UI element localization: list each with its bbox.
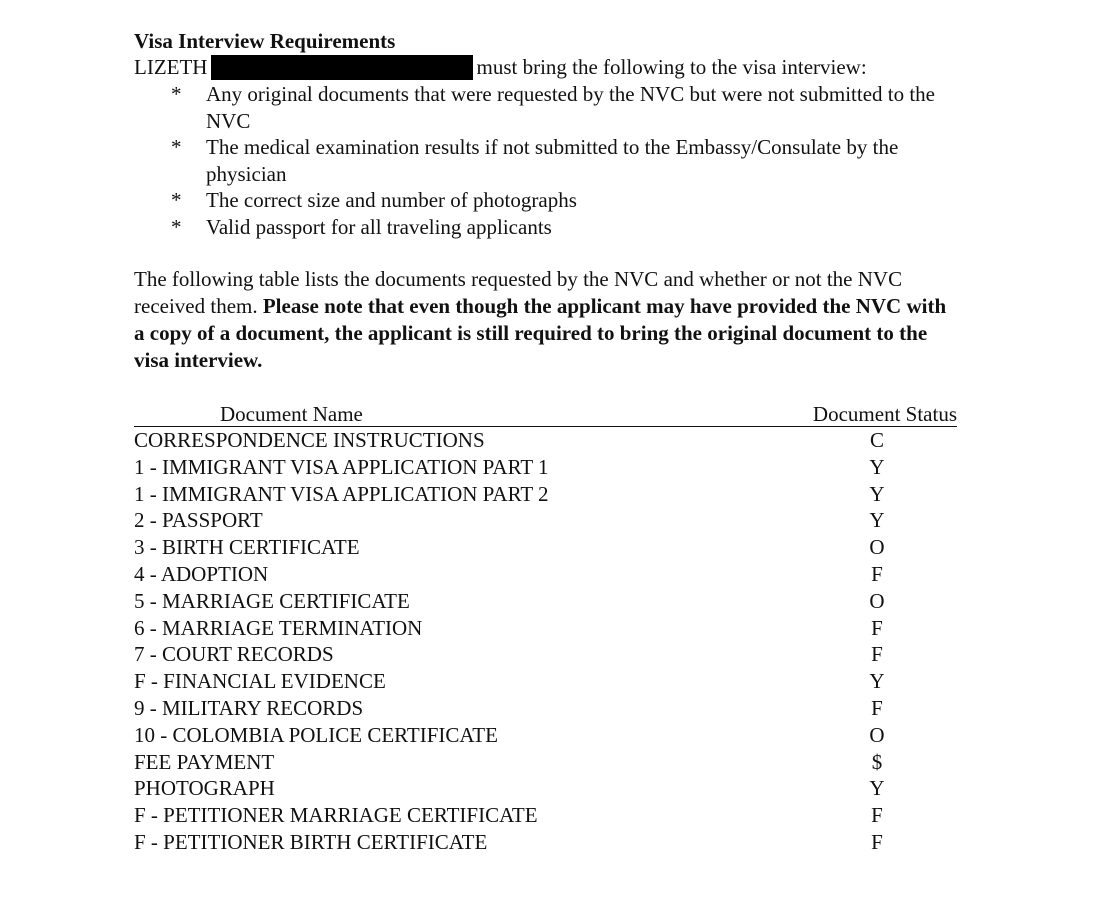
document-name-cell: 9 - MILITARY RECORDS bbox=[134, 695, 364, 720]
requirement-item bbox=[134, 214, 966, 241]
document-status-cell bbox=[797, 641, 957, 668]
document-name-cell: 3 - BIRTH CERTIFICATE bbox=[134, 535, 360, 560]
table-header-row bbox=[134, 402, 957, 427]
document-name-cell: 6 - MARRIAGE TERMINATION bbox=[134, 615, 423, 640]
document-status-value: F bbox=[871, 695, 883, 720]
document-status-value: Y bbox=[869, 669, 885, 694]
document-status-cell bbox=[797, 615, 957, 642]
document-name-cell: 2 - PASSPORT bbox=[134, 508, 263, 533]
document-status-value: O bbox=[869, 722, 885, 747]
requirement-item bbox=[134, 187, 966, 214]
document-status-cell bbox=[797, 561, 957, 588]
table-row bbox=[134, 722, 957, 749]
document-status-cell bbox=[797, 775, 957, 802]
document-status-value: F bbox=[871, 829, 883, 854]
document-status-value: F bbox=[871, 561, 883, 586]
document-status-cell bbox=[797, 507, 957, 534]
document-title: Visa Interview Requirements bbox=[134, 29, 396, 53]
bullet-marker: * bbox=[171, 135, 182, 159]
intro-text: The following table lists the documents requested by the NVC and whether or not the NVC received them. bbox=[134, 267, 903, 318]
table-row bbox=[134, 695, 957, 722]
document-status-cell bbox=[797, 481, 957, 508]
document-name-cell: F - PETITIONER BIRTH CERTIFICATE bbox=[134, 829, 488, 854]
document-status-value: $ bbox=[871, 749, 883, 774]
intro-paragraph bbox=[134, 266, 954, 374]
table-row bbox=[134, 507, 957, 534]
document-status-cell bbox=[797, 829, 957, 856]
requirement-text: Any original documents that were requested by the NVC but were not submitted to the NVC bbox=[206, 82, 936, 133]
document-name-cell: F - FINANCIAL EVIDENCE bbox=[134, 669, 386, 694]
requirement-text: Valid passport for all traveling applicants bbox=[206, 214, 552, 239]
table-row bbox=[134, 481, 957, 508]
document-name-cell: 7 - COURT RECORDS bbox=[134, 642, 334, 667]
applicant-first-name: LIZETH bbox=[134, 55, 208, 79]
requirement-text: The correct size and number of photographs bbox=[206, 188, 577, 212]
requirements-list bbox=[134, 81, 974, 240]
document-name-cell: PHOTOGRAPH bbox=[134, 776, 275, 801]
bullet-marker: * bbox=[171, 82, 182, 106]
table-body bbox=[134, 427, 957, 856]
requirement-item bbox=[134, 134, 966, 187]
document-name-cell: CORRESPONDENCE INSTRUCTIONS bbox=[134, 428, 485, 452]
document-page bbox=[134, 28, 974, 856]
intro-note: Please note that even though the applicant may have provided the NVC with a copy of a document, the applicant is still required to bring the original document to the visa interview. bbox=[134, 294, 947, 372]
applicant-line bbox=[134, 54, 974, 81]
table-row bbox=[134, 561, 957, 588]
table-row bbox=[134, 588, 957, 615]
bullet-marker: * bbox=[171, 188, 182, 212]
document-name-cell: F - PETITIONER MARRIAGE CERTIFICATE bbox=[134, 803, 538, 828]
document-status-value: O bbox=[869, 588, 885, 613]
table-row bbox=[134, 427, 957, 454]
redacted-name-block bbox=[211, 55, 473, 80]
document-status-value: Y bbox=[869, 776, 885, 801]
document-status-cell bbox=[797, 668, 957, 695]
header-document-status: Document Status bbox=[797, 402, 957, 427]
document-status-cell bbox=[797, 427, 957, 454]
table-row bbox=[134, 749, 957, 776]
documents-table bbox=[134, 402, 957, 856]
document-status-cell bbox=[797, 534, 957, 561]
document-name-cell: 4 - ADOPTION bbox=[134, 561, 269, 586]
table-row bbox=[134, 534, 957, 561]
document-status-value: F bbox=[871, 803, 883, 828]
bullet-marker: * bbox=[171, 214, 182, 239]
table-row bbox=[134, 454, 957, 481]
header-document-name: Document Name bbox=[134, 402, 797, 427]
document-status-cell bbox=[797, 695, 957, 722]
document-name-cell: 1 - IMMIGRANT VISA APPLICATION PART 1 bbox=[134, 454, 549, 479]
document-status-cell bbox=[797, 802, 957, 829]
document-name-cell: 5 - MARRIAGE CERTIFICATE bbox=[134, 588, 410, 613]
document-status-value: F bbox=[871, 642, 883, 667]
table-row bbox=[134, 802, 957, 829]
table-row bbox=[134, 668, 957, 695]
document-name-cell: 1 - IMMIGRANT VISA APPLICATION PART 2 bbox=[134, 481, 549, 506]
requirement-item bbox=[134, 81, 966, 134]
table-row bbox=[134, 829, 957, 856]
document-status-cell bbox=[797, 722, 957, 749]
table-row bbox=[134, 641, 957, 668]
document-status-cell bbox=[797, 749, 957, 776]
document-status-value: C bbox=[869, 428, 884, 452]
document-status-value: O bbox=[869, 535, 885, 560]
document-status-value: Y bbox=[869, 454, 885, 479]
table-row bbox=[134, 615, 957, 642]
document-status-value: Y bbox=[869, 481, 885, 506]
table-row bbox=[134, 775, 957, 802]
document-status-value: F bbox=[871, 615, 883, 640]
document-name-cell: FEE PAYMENT bbox=[134, 749, 275, 774]
document-name-cell: 10 - COLOMBIA POLICE CERTIFICATE bbox=[134, 722, 498, 747]
applicant-line-suffix: must bring the following to the visa interview: bbox=[476, 55, 867, 79]
requirement-text: The medical examination results if not submitted to the Embassy/Consulate by the physician bbox=[206, 135, 899, 186]
document-status-value: Y bbox=[869, 508, 885, 533]
document-status-cell bbox=[797, 454, 957, 481]
document-status-cell bbox=[797, 588, 957, 615]
